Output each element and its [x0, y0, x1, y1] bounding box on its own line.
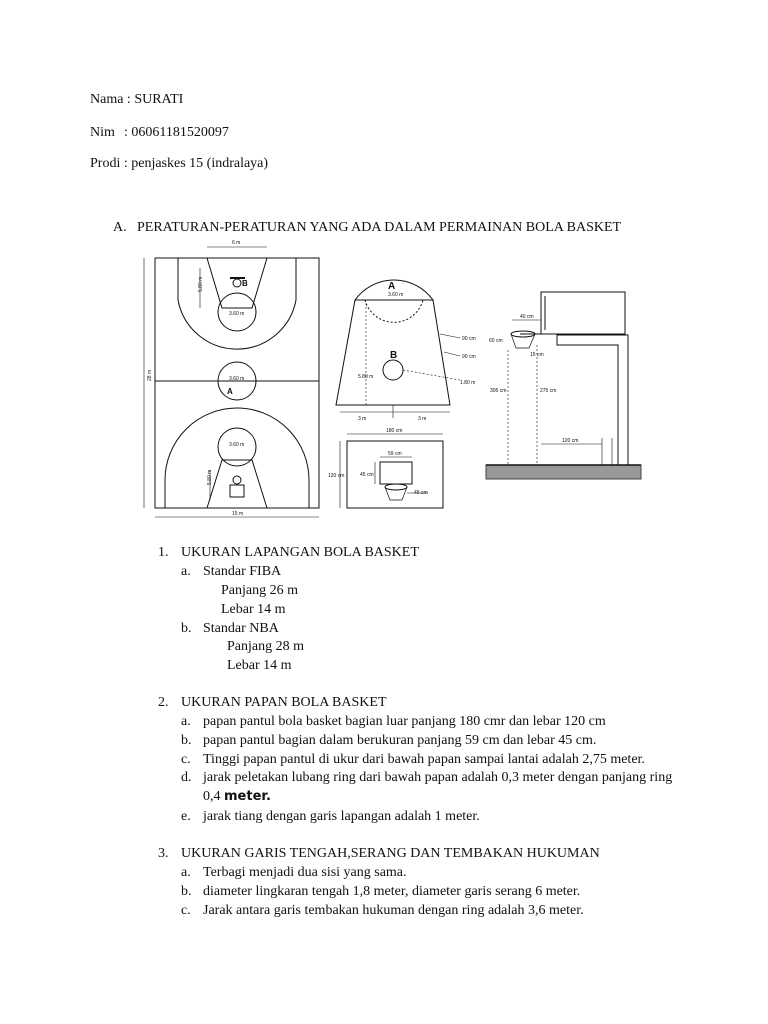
court-circle-bot: 3.60 m	[229, 442, 245, 448]
key-d1: 5.80 m	[358, 374, 374, 380]
pole-dist: 120 cm	[562, 438, 579, 444]
list-2e-marker: e.	[181, 809, 191, 824]
board-inner-w: 59 cm	[388, 451, 402, 457]
list-1-title: UKURAN LAPANGAN BOLA BASKET	[181, 545, 419, 560]
court-mid-letter: A	[227, 387, 233, 396]
court-bot-key: 5.80 m	[207, 469, 213, 485]
pole-gap: 15 cm	[530, 352, 544, 358]
board-inner-h: 45 cm	[360, 472, 374, 478]
list-2c-marker: c.	[181, 752, 191, 767]
list-2d-marker: d.	[181, 770, 192, 785]
top-hoop	[233, 279, 241, 287]
court-bottom-width: 15 m	[232, 511, 244, 517]
board-ring	[385, 484, 407, 490]
list-3c-text: Jarak antara garis tembakan hukuman dengan ring adalah 3,6 meter.	[203, 903, 584, 918]
court-top-letter: B	[242, 279, 248, 288]
backboard-inner	[380, 462, 412, 484]
nba-length: Panjang 28 m	[227, 639, 304, 654]
key-d5: 3 m	[358, 416, 367, 422]
pole-ring-w: 40 cm	[520, 314, 534, 320]
key-hoop	[383, 360, 403, 380]
pole-h1: 305 cm	[490, 388, 507, 394]
pole-board	[541, 292, 625, 334]
list-3a-text: Terbagi menjadi dua sisi yang sama.	[203, 865, 407, 880]
court-outline	[155, 258, 319, 508]
board-w: 180 cm	[386, 428, 403, 434]
list-2d-cont	[203, 789, 271, 805]
list-1-marker: 1.	[158, 545, 169, 560]
list-2d-cont-bold: meter.	[224, 789, 271, 804]
list-2a-text: papan pantul bola basket bagian luar panjang 180 cmr dan lebar 120 cm	[203, 714, 606, 729]
court-key-len: 5.80 m	[198, 276, 204, 292]
three-point-top	[178, 258, 296, 349]
list-3c-marker: c.	[181, 903, 191, 918]
three-point-bottom	[165, 408, 309, 508]
list-3-title: UKURAN GARIS TENGAH,SERANG DAN TEMBAKAN HUKUMAN	[181, 846, 600, 861]
key-d6: 3 m	[418, 416, 427, 422]
bottom-ring	[230, 485, 244, 497]
list-1b-text: Standar NBA	[203, 621, 279, 636]
list-1a-marker: a.	[181, 564, 191, 579]
key-d4: 1.80 m	[460, 380, 476, 386]
key-letter-a: A	[388, 281, 396, 292]
nba-width: Lebar 14 m	[227, 658, 292, 673]
court-circle-mid: 3.60 m	[229, 376, 245, 382]
list-1a-text: Standar FIBA	[203, 564, 282, 579]
pole-h2: 275 cm	[540, 388, 557, 394]
key-d3: 90 cm	[462, 354, 476, 360]
pole-board-h: 60 cm	[489, 338, 503, 344]
list-2-marker: 2.	[158, 695, 169, 710]
list-2c-text: Tinggi papan pantul di ukur dari bawah papan sampai lantai adalah 2,75 meter.	[203, 752, 645, 767]
pole	[557, 335, 628, 465]
key-a-sub: 3.60 m	[388, 292, 404, 298]
section-a-marker: A.	[113, 220, 127, 235]
key-top	[207, 258, 267, 308]
list-3b-marker: b.	[181, 884, 192, 899]
key-d2: 90 cm	[462, 336, 476, 342]
prodi-line: Prodi : penjaskes 15 (indralaya)	[90, 156, 269, 171]
fiba-width: Lebar 14 m	[221, 602, 286, 617]
bottom-hoop	[233, 476, 241, 484]
list-2-title: UKURAN PAPAN BOLA BASKET	[181, 695, 387, 710]
list-1b-marker: b.	[181, 621, 192, 636]
nim-label: Nim	[90, 125, 115, 140]
ground	[486, 465, 641, 479]
list-2b-marker: b.	[181, 733, 192, 748]
key-letter-b: B	[390, 350, 398, 361]
list-2b-text: papan pantul bagian dalam berukuran panjang 59 cm dan lebar 45 cm.	[203, 733, 597, 748]
board-ring: 45 cm	[414, 490, 428, 496]
fiba-length: Panjang 26 m	[221, 583, 298, 598]
court-circle-top: 3.60 m	[229, 311, 245, 317]
list-2a-marker: a.	[181, 714, 191, 729]
list-2d-text: jarak peletakan lubang ring dari bawah papan adalah 0,3 meter dengan panjang ring	[203, 770, 673, 785]
nim-value: : 06061181520097	[124, 125, 229, 140]
list-3b-text: diameter lingkaran tengah 1,8 meter, diameter garis serang 6 meter.	[203, 884, 581, 899]
list-3a-marker: a.	[181, 865, 191, 880]
name-line: Nama : SURATI	[90, 92, 184, 107]
list-2d-cont-text: 0,4	[203, 789, 224, 804]
court-width-top: 6 m	[232, 240, 241, 246]
board-h: 120 cm	[328, 473, 345, 479]
list-2e-text: jarak tiang dengan garis lapangan adalah 1 meter.	[203, 809, 480, 824]
court-side-len: 28 m	[147, 369, 153, 381]
section-a-title: PERATURAN-PERATURAN YANG ADA DALAM PERMAINAN BOLA BASKET	[137, 220, 622, 235]
list-3-marker: 3.	[158, 846, 169, 861]
